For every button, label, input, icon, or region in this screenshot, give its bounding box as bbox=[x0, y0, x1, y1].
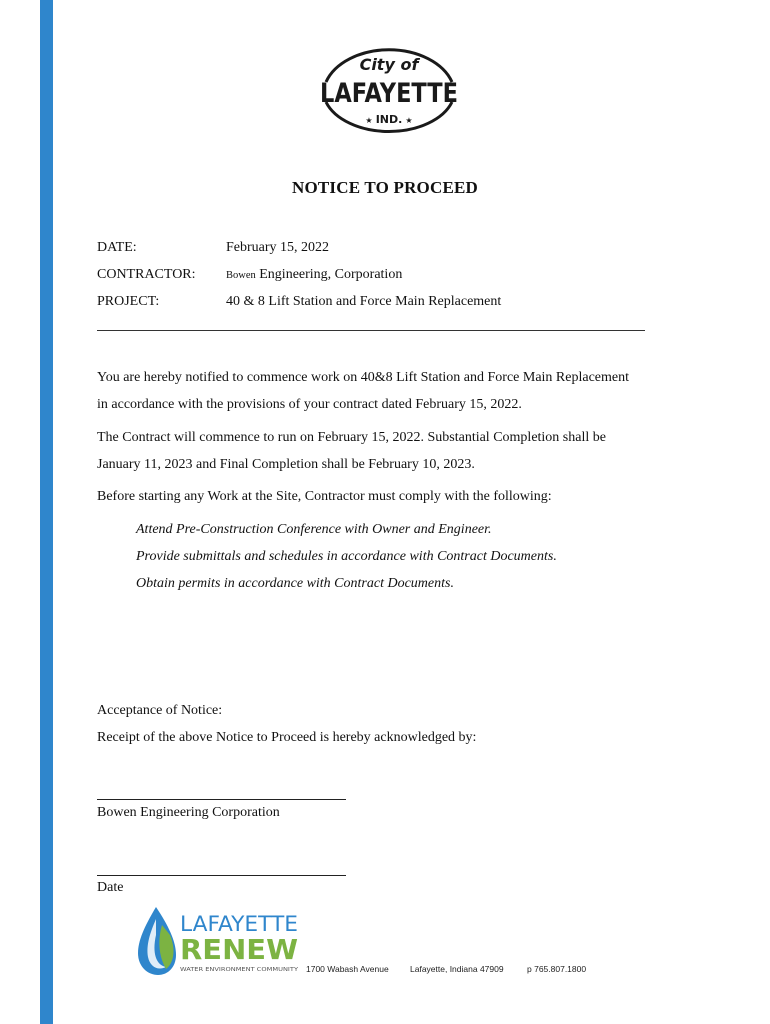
project-value: 40 & 8 Lift Station and Force Main Replacement bbox=[226, 294, 502, 309]
footer-city: Lafayette, Indiana 47909 bbox=[410, 964, 504, 974]
star-icon: ★ bbox=[405, 116, 413, 125]
city-of-lafayette-seal bbox=[316, 44, 462, 138]
paragraph-commence-line-1: You are hereby notified to commence work on 40&8 Lift Station and Force Main Replacement bbox=[97, 370, 629, 385]
paragraph-commence-line-2: in accordance with the provisions of your contract dated February 15, 2022. bbox=[97, 397, 522, 412]
logo-main-text: RENEW bbox=[180, 933, 299, 966]
requirement-item: Attend Pre-Construction Conference with Owner and Engineer. bbox=[136, 522, 492, 537]
page-title: NOTICE TO PROCEED bbox=[291, 178, 479, 197]
seal-main-text: LAFAYETTE bbox=[320, 78, 458, 109]
paragraph-requirements-intro: Before starting any Work at the Site, Contractor must comply with the following: bbox=[97, 489, 552, 504]
footer-address: 1700 Wabash Avenue bbox=[306, 964, 389, 974]
paragraph-contract-line-2: January 11, 2023 and Final Completion shall be February 10, 2023. bbox=[97, 457, 475, 472]
divider bbox=[97, 330, 645, 331]
paragraph-contract-line-1: The Contract will commence to run on February 15, 2022. Substantial Completion shall be bbox=[97, 430, 606, 445]
contractor-name: Engineering, Corporation bbox=[259, 267, 403, 282]
acceptance-heading: Acceptance of Notice: bbox=[97, 703, 223, 718]
star-icon: ★ bbox=[365, 116, 373, 125]
project-label: PROJECT: bbox=[97, 294, 160, 309]
lafayette-renew-logo bbox=[136, 905, 306, 977]
side-color-bar bbox=[40, 0, 53, 1024]
date-value: February 15, 2022 bbox=[226, 240, 330, 255]
acceptance-text: Receipt of the above Notice to Proceed is hereby acknowledged by: bbox=[97, 730, 477, 745]
signatory-name: Bowen Engineering Corporation bbox=[97, 805, 280, 820]
contractor-value bbox=[226, 267, 402, 283]
contractor-small-word: Bowen bbox=[226, 270, 256, 281]
signature-line[interactable] bbox=[97, 799, 346, 800]
seal-bottom-text: IND. bbox=[375, 113, 403, 126]
logo-tagline: WATER ENVIRONMENT COMMUNITY bbox=[180, 967, 299, 973]
contractor-label: CONTRACTOR: bbox=[97, 267, 196, 282]
logo-top-text: LAFAYETTE bbox=[180, 912, 298, 936]
date-label: DATE: bbox=[97, 240, 137, 255]
footer-phone: p 765.807.1800 bbox=[527, 964, 587, 974]
seal-top-text: City of bbox=[359, 55, 419, 74]
requirement-item: Obtain permits in accordance with Contract Documents. bbox=[136, 576, 454, 591]
requirement-item: Provide submittals and schedules in accordance with Contract Documents. bbox=[136, 549, 557, 564]
date-signature-line[interactable] bbox=[97, 875, 346, 876]
date-signature-label: Date bbox=[97, 880, 124, 895]
